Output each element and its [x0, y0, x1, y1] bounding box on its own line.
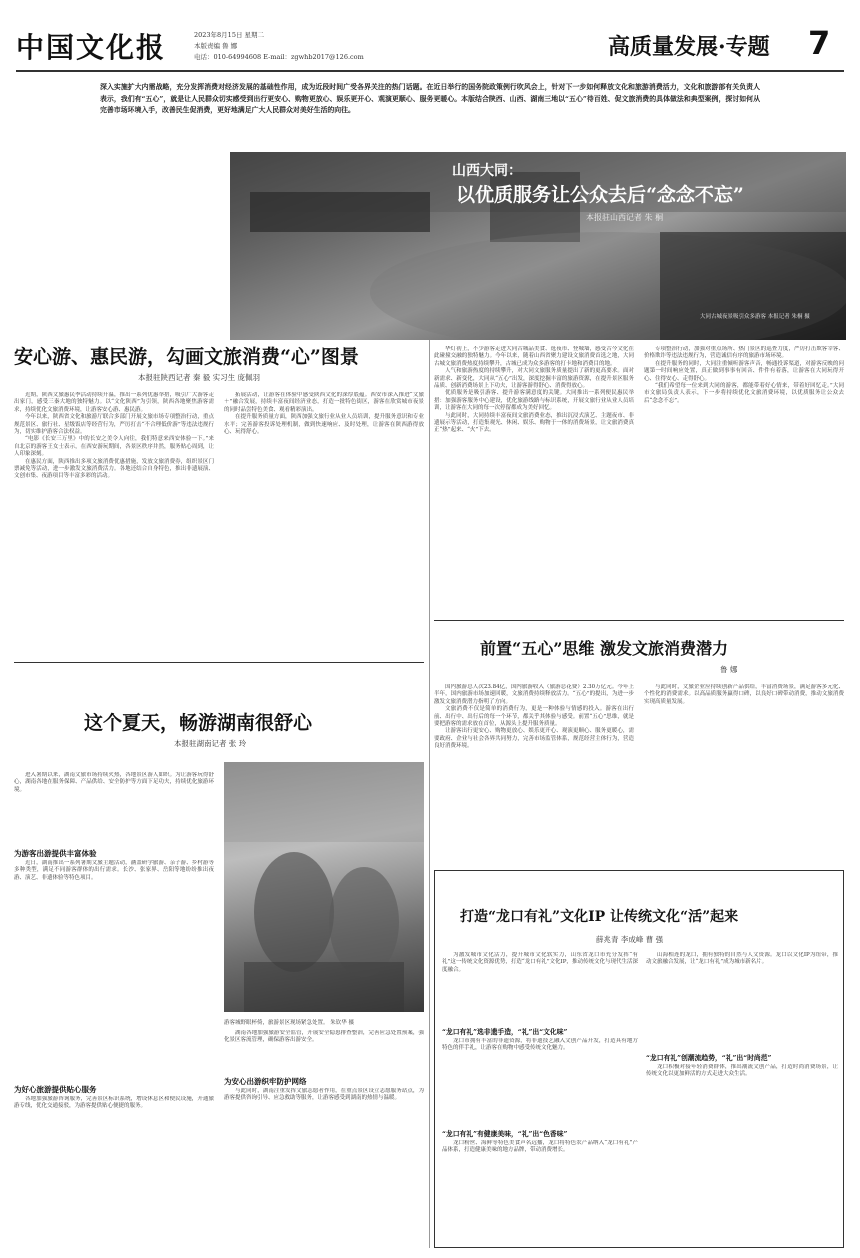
shaanxi-title: 安心游、惠民游，勾画文旅消费“心”图景 [14, 346, 359, 368]
paragraph: 今年以来，陕西省文化和旅游厅联合多部门开展文旅市场专项整治行动，重点规范景区、旅行社、星级饭店等经营行为，严厉打击“不合理低价游”等违法违规行为，切实维护游客合法权益。 [14, 414, 214, 436]
paragraph: 与此同时，大同持续丰富夜间文旅消费业态，推出沉浸式演艺、主题夜市、非遗展示等活动，打造集观光、休闲、娱乐、购物于一体的消费场景，让文旅消费真正“热”起来、“火”下去。 [434, 412, 634, 434]
paragraph: 在提升服务质量方面，陕西加强文旅行业从业人员培训，提升服务意识和专业水平；完善游客投诉处理机制，做到快速响应、及时处理，让游客在陕西游得放心、玩得舒心。 [224, 414, 424, 436]
intro-lead: 深入实施扩大内需战略，充分发挥消费对经济发展的基础性作用，成为近段时间广受各界关注的热门话题。在近日举行的国务院政策例行吹风会上，针对下一步如何释放文化和旅游消费活力，文化和旅游部有关负责人表示，我们有“五心”，就是让人民群众切实感受到出行更安心、购物更放心、娱乐更开心、观演更顺心、服务更暖心。本版结合陕西、山西、湖南三地以“五心”待百姓、促文旅消费的具体做法和典型案例，探讨如何从完善市场环境入手，改善民生促消费，更好地满足广大人民群众对美好生活的向往。 [100, 83, 760, 114]
longkou-subhead-2: “龙口有礼”有健康美味，“礼”出“色香味” [442, 1130, 568, 1138]
paragraph: 文旅消费不仅是简单的消费行为，更是一种体验与情感的投入。游客在出行前、出行中、出行后的每一个环节，都关乎其体验与感受。前置“五心”思维，就是要把游客的需求放在首位，从源头上提升服务质量。 [434, 706, 634, 728]
shaanxi-byline: 本报驻陕西记者 秦 毅 实习生 庞佩羽 [138, 373, 261, 382]
paragraph: 在惠民方面，陕西推出多项文旅消费优惠措施，发放文旅消费券，组织景区门票减免等活动，进一步激发文旅消费活力。各地还结合自身特色，推出非遗展演、文创市集、夜游项目等丰富多彩的活动。 [14, 458, 214, 480]
shanxi-north-title: 以优质服务让公众去后“念念不忘” [456, 184, 744, 206]
masthead [0, 0, 860, 76]
hunan-body-col2b [224, 1088, 424, 1246]
hunan-byline: 本报驻湖南记者 张 玲 [174, 739, 247, 748]
column-divider [429, 340, 430, 1248]
longkou-body-col1b [442, 1038, 638, 1120]
shaanxi-kicker: 陕西： [14, 322, 54, 337]
paragraph: 让游客出行更安心、购物更放心、娱乐更开心、观演更顺心、服务更暖心，需要政府、企业与社会各界共同努力，完善市场监管体系，规范经营主体行为，营造良好消费环境。 [434, 728, 634, 750]
paragraph: 龙口粉丝、海鲜等特色美食声名远播，龙口将特色农产品纳入“龙口有礼”产品体系，打造健康美味的地方品牌，带动消费增长。 [442, 1140, 638, 1154]
paragraph: 拓展活动，让游客在体验中感受陕西文化的深厚底蕴。西安市深入推进“文旅＋”融合发展，持续丰富夜间经济业态，打造一批特色街区，游客在欣赏城市夜景的同时品尝特色美食、观看精彩演出。 [224, 392, 424, 413]
paragraph: 在提升服务的同时，大同注重倾听游客声音，畅通投诉渠道，对游客反映的问题第一时间响应处置，真正做到事事有回音、件件有着落，让游客在大同玩得开心、住得安心、走得舒心。 [644, 360, 844, 382]
longkou-byline: 薛兆青 李成峰 曹 强 [596, 935, 664, 944]
paragraph: 优质服务是吸引游客、提升游客满意度的关键。大同推出一系列便民惠民举措：加强游客服务中心建设，优化旅游线路与标识系统，开展文旅行业从业人员培训，让游客在大同的每一次停留都成为美好回忆。 [434, 390, 634, 412]
contact-info: 电话：010-64994608 E-mail：zgwhb2017@126.com [194, 53, 364, 61]
longkou-body-col2a [646, 952, 838, 1044]
paragraph: 华灯初上，不少游客走进大同古城品美食、逛夜市、登城墙，感受古今文化在此碰撞交融的独特魅力。今年以来，随着山西省聚力建设文旅消费首选之地，大同古城文旅消费热度持续攀升，古城已成为众多游客的打卡地和消费目的地。 [434, 346, 634, 367]
five-hearts-body-col2 [644, 684, 844, 862]
shaanxi-body-col1 [14, 392, 214, 734]
paragraph: 山海相连的龙口，拥有独特的自然与人文资源。龙口以文化IP为纽带，推动文旅融合发展，让“龙口有礼”成为城市新名片。 [646, 952, 838, 966]
longkou-body-col1a [442, 952, 638, 1022]
five-hearts-top-rule [434, 620, 844, 621]
hunan-title: 这个夏天，畅游湖南很舒心 [84, 712, 313, 734]
photo-texture [224, 762, 424, 1012]
issue-date: 2023年8月15日 星期二 [194, 31, 265, 39]
longkou-subhead-1: “龙口有礼”选非遗手造，“礼”出“文化味” [442, 1028, 568, 1036]
paragraph: 为激发城市文化活力，提升城市文化软实力，山东省龙口市充分发挥“有礼”这一传统文化资源优势，打造“龙口有礼”文化IP，推动传统文化与现代生活深度融合。 [442, 952, 638, 973]
longkou-title: 打造“龙口有礼”文化IP 让传统文化“活”起来 [460, 909, 739, 925]
hunan-photo [224, 762, 424, 1012]
page-editor: 本版责编 鲁 娜 [194, 42, 238, 50]
shanxi-north-kicker: 山西大同： [452, 163, 522, 179]
paragraph: 与此同时，湖南注重发挥文旅志愿者作用，在重点景区设立志愿服务站点，为游客提供咨询引导、应急救助等服务，让游客感受到湖南的热情与温暖。 [224, 1088, 424, 1102]
hunan-body-col2a [224, 1030, 424, 1070]
hunan-subhead-3: 为安心出游织牢防护网络 [224, 1077, 307, 1086]
paragraph: “电影《长安三万里》中的长安之美令人向往，我们特意来西安体验一下。”来自北京的游客王女士表示，在西安游玩期间，各景区秩序井然，服务贴心周到，让人印象深刻。 [14, 436, 214, 458]
paragraph: 湖南各地加强旅游安全监管，开展安全隐患排查整治，完善应急处置预案，强化景区客流管理，确保游客出游安全。 [224, 1030, 424, 1044]
five-hearts-byline: 鲁 娜 [720, 665, 738, 674]
shanxi-north-body-col1 [434, 346, 634, 610]
paragraph: 近期，陕西文旅惠民季活动持续升温，推出一系列优惠举措，吸引广大游客走出家门，感受三秦大地的独特魅力。以“文化陕西”为引领，陕西各地聚焦游客需求，持续优化文旅消费环境，让游客安心游、惠民游。 [14, 392, 214, 413]
photo-caption-hunan: 游客城野眼杯倚，旅游景区现场紧急处置。 朱钦华 摄 [224, 1020, 354, 1026]
paragraph: 国内旅游总人次23.84亿，国内旅游收入（旅游总花费）2.30万亿元。今年上半年，国内旅游市场加速回暖，文旅消费持续释放活力。“五心”的提出，为进一步激发文旅消费潜力指明了方向。 [434, 684, 634, 705]
shanxi-north-body-col2 [644, 346, 844, 610]
masthead-divider [16, 70, 844, 72]
shanxi-north-byline: 本报驻山西记者 朱 桐 [586, 213, 664, 222]
section-title: 高质量发展·专题 [608, 34, 770, 60]
paragraph: 人气和旅游热度的持续攀升，对大同文旅服务质量提出了新的更高要求。面对新需求、新变化，大同从“五心”出发，深度挖掘丰富的旅游资源，在提升景区服务品质、创新消费场景上下功夫，让游客游得舒心、消费得放心。 [434, 368, 634, 390]
shaanxi-body-col2 [224, 392, 424, 656]
paragraph: 近日，湖南推出一系列暑期文旅主题活动，涵盖研学旅游、亲子游、乡村游等多种类型，满足不同游客群体的出行需求。长沙、张家界、岳阳等地纷纷推出夜游、演艺、非遗体验等特色项目。 [14, 860, 214, 881]
five-hearts-title: 前置“五心”思维 激发文旅消费潜力 [480, 639, 728, 658]
page-number: 7 [808, 24, 831, 62]
longkou-body-col1c [442, 1140, 638, 1240]
paragraph: 进入暑期以来，湖南文旅市场持续火热，各地景区游人如织。为让游客玩得舒心，湖南各地在服务保障、产品供给、安全防护等方面下足功夫，持续优化旅游环境。 [14, 772, 214, 793]
paragraph: “我们希望每一位来到大同的游客，都能带着好心情来，带着好回忆走。”大同市文旅局负责人表示，下一步将持续优化文旅消费环境，以优质服务让公众去后“念念不忘”。 [644, 383, 844, 404]
hunan-subhead-2: 为好心旅游提供贴心服务 [14, 1085, 97, 1094]
longkou-body-col2b [646, 1064, 838, 1240]
hunan-body-col1b [14, 860, 214, 1080]
hunan-body-col1c [14, 1096, 214, 1246]
hunan-top-rule [14, 662, 424, 663]
paragraph: 龙口市拥有丰富的非遗资源，将非遗技艺融入文创产品开发，打造具有地方特色的伴手礼，让游客在购物中感受传统文化魅力。 [442, 1038, 638, 1052]
hunan-subhead-1: 为游客出游提供丰富体验 [14, 849, 97, 858]
newspaper-logo: 中国文化报 [16, 31, 167, 64]
longkou-subhead-3: “龙口有礼”创潮流趋势，“礼”出“时尚范” [646, 1054, 772, 1062]
paragraph: 与此同时，文旅企业应持续创新产品供给，丰富消费场景，满足游客多元化、个性化的消费需求。以高品质服务赢得口碑，以良好口碑带动消费，推动文旅消费实现高质量发展。 [644, 684, 844, 705]
hunan-body-col1a [14, 772, 214, 844]
paragraph: 龙口积极对接年轻消费群体，推出潮流文创产品，打造时尚消费场景，让传统文化以更加鲜活的方式走进大众生活。 [646, 1064, 838, 1078]
paragraph: 各地加强旅游咨询服务，完善景区标识系统，增设休息区和便民设施，开通旅游专线，优化交通接驳，为游客提供贴心便捷的服务。 [14, 1096, 214, 1110]
five-hearts-body-col1 [434, 684, 634, 862]
photo-caption-shanxi: 大同古城夜景吸引众多游客 本报记者 朱桐 摄 [700, 314, 810, 320]
paragraph: 专项整治行动，加强对重点场所、热门景区的巡查力度，严厉打击欺客宰客、价格欺诈等违法违规行为，营造诚信有序的旅游市场环境。 [644, 346, 844, 360]
